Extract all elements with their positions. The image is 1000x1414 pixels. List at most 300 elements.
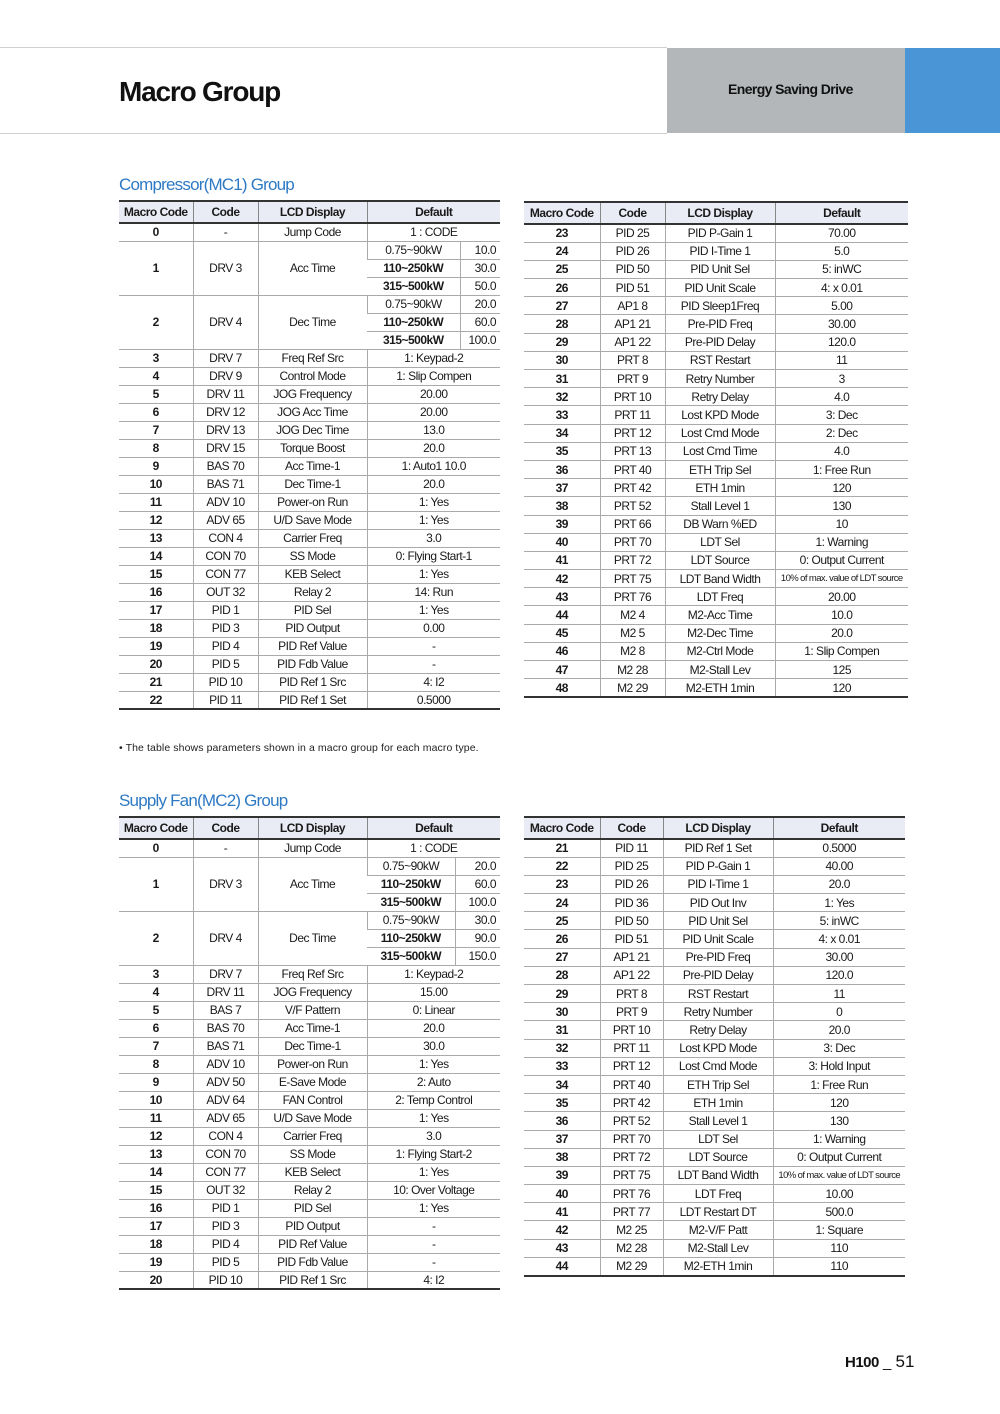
- cell-default: 10.0: [775, 606, 908, 624]
- cell-code: PID 4: [193, 637, 258, 655]
- accent-block: [905, 48, 1000, 133]
- cell-default: 5: inWC: [775, 260, 908, 278]
- cell-default: 5.00: [775, 297, 908, 315]
- cell-macro-code: 42: [524, 570, 600, 588]
- cell-default: 30.00: [775, 315, 908, 333]
- cell-macro-code: 4: [119, 983, 193, 1001]
- cell-code: PRT 76: [600, 588, 665, 606]
- cell-default: 20.0: [773, 875, 905, 893]
- cell-code: PRT 42: [600, 479, 665, 497]
- cell-default-value: 10.0: [460, 241, 500, 259]
- cell-lcd-display: Relay 2: [258, 1181, 367, 1199]
- cell-lcd-display: PID Unit Scale: [663, 930, 773, 948]
- cell-default: 3: Dec: [775, 406, 908, 424]
- cell-lcd-display: PID Ref 1 Set: [663, 839, 773, 857]
- cell-default: 5.0: [775, 242, 908, 260]
- table-row: [524, 894, 905, 912]
- cell-capacity-range: 315~500kW: [367, 277, 460, 295]
- cell-lcd-display: LDT Sel: [665, 533, 775, 551]
- table-row: [119, 1145, 500, 1163]
- cell-default: 10.00: [773, 1185, 905, 1203]
- cell-code: PRT 11: [600, 1039, 663, 1057]
- cell-code: ADV 10: [193, 493, 258, 511]
- header-macro-code: Macro Code: [524, 202, 600, 224]
- cell-default: 3.0: [367, 1127, 500, 1145]
- table-row: [524, 930, 905, 948]
- cell-macro-code: 29: [524, 985, 600, 1003]
- cell-code: PID 10: [193, 1271, 258, 1289]
- cell-code: PRT 40: [600, 1075, 663, 1093]
- table-row: [524, 966, 905, 984]
- header-macro-code: Macro Code: [524, 817, 600, 839]
- cell-lcd-display: Dec Time: [258, 911, 367, 965]
- cell-lcd-display: Acc Time-1: [258, 457, 367, 475]
- cell-macro-code: 14: [119, 1163, 193, 1181]
- cell-default: 0.5000: [773, 839, 905, 857]
- cell-code: CON 77: [193, 565, 258, 583]
- cell-macro-code: 0: [119, 223, 193, 241]
- mc2-table-right: [524, 816, 905, 1277]
- cell-default-value: 30.0: [460, 259, 500, 277]
- cell-macro-code: 22: [524, 857, 600, 875]
- table-row: [119, 911, 500, 929]
- cell-macro-code: 27: [524, 948, 600, 966]
- cell-macro-code: 15: [119, 565, 193, 583]
- cell-code: PID 11: [193, 691, 258, 709]
- cell-macro-code: 1: [119, 241, 193, 295]
- cell-lcd-display: PID Sel: [258, 1199, 367, 1217]
- cell-code: PRT 70: [600, 1130, 663, 1148]
- section-title-mc1: Compressor(MC1) Group: [119, 175, 294, 194]
- cell-default: 1: Free Run: [775, 460, 908, 478]
- cell-lcd-display: PID Fdb Value: [258, 655, 367, 673]
- header-bottom-rule: [0, 133, 667, 134]
- cell-lcd-display: Acc Time: [258, 857, 367, 911]
- cell-default: 1: Square: [773, 1221, 905, 1239]
- table-row: [119, 1073, 500, 1091]
- table-row: [524, 1257, 905, 1275]
- cell-default: 0: Flying Start-1: [367, 547, 500, 565]
- cell-code: PID 26: [600, 875, 663, 893]
- cell-default: 20.00: [775, 588, 908, 606]
- table-row: [524, 515, 908, 533]
- cell-macro-code: 48: [524, 679, 600, 697]
- cell-default: 120: [775, 679, 908, 697]
- table-row: [119, 547, 500, 565]
- cell-code: -: [193, 223, 258, 241]
- cell-default-value: 100.0: [455, 893, 500, 911]
- cell-macro-code: 9: [119, 457, 193, 475]
- cell-macro-code: 32: [524, 1039, 600, 1057]
- cell-default: 1: Warning: [773, 1130, 905, 1148]
- cell-default: 130: [773, 1112, 905, 1130]
- cell-macro-code: 29: [524, 333, 600, 351]
- cell-macro-code: 33: [524, 1057, 600, 1075]
- cell-default: 10% of max. value of LDT source: [775, 570, 908, 588]
- table-row: [119, 457, 500, 475]
- cell-default: 0: [773, 1003, 905, 1021]
- cell-code: DRV 3: [193, 857, 258, 911]
- cell-lcd-display: Stall Level 1: [665, 497, 775, 515]
- cell-default: 2: Auto: [367, 1073, 500, 1091]
- cell-lcd-display: PID Output: [258, 1217, 367, 1235]
- cell-default: 1: Yes: [367, 565, 500, 583]
- cell-default: 1: Flying Start-2: [367, 1145, 500, 1163]
- cell-code: CON 77: [193, 1163, 258, 1181]
- cell-macro-code: 16: [119, 1199, 193, 1217]
- table-row: [524, 1166, 905, 1184]
- mc1-table-right: [524, 201, 908, 698]
- cell-default: 10% of max. value of LDT source: [773, 1166, 905, 1184]
- cell-code: DRV 4: [193, 911, 258, 965]
- cell-code: PRT 75: [600, 570, 665, 588]
- cell-default: 1: Yes: [367, 511, 500, 529]
- cell-default: 2: Temp Control: [367, 1091, 500, 1109]
- cell-macro-code: 7: [119, 1037, 193, 1055]
- table-row: [524, 948, 905, 966]
- cell-lcd-display: Dec Time-1: [258, 1037, 367, 1055]
- cell-lcd-display: ETH 1min: [665, 479, 775, 497]
- table-row: [524, 1148, 905, 1166]
- cell-lcd-display: Carrier Freq: [258, 1127, 367, 1145]
- header-macro-code: Macro Code: [119, 817, 193, 839]
- cell-macro-code: 10: [119, 1091, 193, 1109]
- cell-macro-code: 46: [524, 642, 600, 660]
- table-row: [119, 1181, 500, 1199]
- table-row: [524, 315, 908, 333]
- cell-lcd-display: PID Ref 1 Src: [258, 673, 367, 691]
- table-row: [119, 1109, 500, 1127]
- cell-macro-code: 12: [119, 1127, 193, 1145]
- header-code: Code: [193, 817, 258, 839]
- cell-lcd-display: PID I-Time 1: [665, 242, 775, 260]
- cell-lcd-display: LDT Band Width: [663, 1166, 773, 1184]
- cell-code: BAS 71: [193, 475, 258, 493]
- cell-code: PID 36: [600, 894, 663, 912]
- cell-macro-code: 43: [524, 588, 600, 606]
- table-row: [524, 1112, 905, 1130]
- cell-code: AP1 8: [600, 297, 665, 315]
- cell-macro-code: 4: [119, 367, 193, 385]
- table-row: [119, 1019, 500, 1037]
- cell-code: PID 51: [600, 930, 663, 948]
- cell-lcd-display: JOG Dec Time: [258, 421, 367, 439]
- table-row: [524, 839, 905, 857]
- table-row: [524, 624, 908, 642]
- cell-code: DRV 11: [193, 385, 258, 403]
- cell-default: 14: Run: [367, 583, 500, 601]
- cell-lcd-display: M2-Stall Lev: [663, 1239, 773, 1257]
- cell-code: PRT 9: [600, 1003, 663, 1021]
- cell-default: 0.00: [367, 619, 500, 637]
- cell-lcd-display: Lost KPD Mode: [665, 406, 775, 424]
- cell-macro-code: 23: [524, 224, 600, 242]
- cell-code: DRV 11: [193, 983, 258, 1001]
- cell-macro-code: 22: [119, 691, 193, 709]
- cell-default: 11: [775, 351, 908, 369]
- cell-lcd-display: M2-ETH 1min: [665, 679, 775, 697]
- cell-macro-code: 2: [119, 295, 193, 349]
- table-row: [119, 983, 500, 1001]
- cell-code: PRT 72: [600, 551, 665, 569]
- cell-macro-code: 37: [524, 1130, 600, 1148]
- section-title-mc2: Supply Fan(MC2) Group: [119, 791, 288, 810]
- cell-code: PID 25: [600, 857, 663, 875]
- cell-code: PID 50: [600, 912, 663, 930]
- cell-default-value: 20.0: [455, 857, 500, 875]
- cell-default: 4.0: [775, 442, 908, 460]
- table-row: [524, 370, 908, 388]
- cell-code: PID 3: [193, 1217, 258, 1235]
- cell-default: 1 : CODE: [367, 223, 500, 241]
- cell-lcd-display: Retry Delay: [663, 1021, 773, 1039]
- cell-lcd-display: Dec Time: [258, 295, 367, 349]
- cell-default: -: [367, 655, 500, 673]
- cell-macro-code: 30: [524, 1003, 600, 1021]
- cell-code: M2 8: [600, 642, 665, 660]
- cell-macro-code: 18: [119, 619, 193, 637]
- table-row: [524, 424, 908, 442]
- cell-lcd-display: ETH Trip Sel: [663, 1075, 773, 1093]
- cell-code: ADV 50: [193, 1073, 258, 1091]
- cell-macro-code: 26: [524, 930, 600, 948]
- table-row: [119, 1253, 500, 1271]
- cell-macro-code: 13: [119, 1145, 193, 1163]
- cell-macro-code: 7: [119, 421, 193, 439]
- cell-lcd-display: Jump Code: [258, 223, 367, 241]
- cell-macro-code: 5: [119, 385, 193, 403]
- table-header-row: [524, 202, 908, 224]
- cell-lcd-display: PID Unit Sel: [663, 912, 773, 930]
- cell-macro-code: 39: [524, 1166, 600, 1184]
- table-row: [119, 529, 500, 547]
- cell-macro-code: 44: [524, 606, 600, 624]
- cell-code: OUT 32: [193, 1181, 258, 1199]
- cell-macro-code: 20: [119, 655, 193, 673]
- cell-lcd-display: KEB Select: [258, 1163, 367, 1181]
- table-row: [119, 421, 500, 439]
- cell-macro-code: 19: [119, 1253, 193, 1271]
- cell-macro-code: 11: [119, 493, 193, 511]
- table-row: [524, 1021, 905, 1039]
- cell-code: PID 5: [193, 1253, 258, 1271]
- table-row: [524, 279, 908, 297]
- cell-default: 3: [775, 370, 908, 388]
- table-row: [524, 1221, 905, 1239]
- page-header: [0, 48, 1000, 133]
- mc2-table-left: [119, 816, 500, 1290]
- cell-macro-code: 38: [524, 497, 600, 515]
- cell-lcd-display: Control Mode: [258, 367, 367, 385]
- table-row: [119, 1055, 500, 1073]
- table-row: [524, 242, 908, 260]
- cell-code: PRT 8: [600, 985, 663, 1003]
- cell-macro-code: 28: [524, 315, 600, 333]
- table-row: [524, 857, 905, 875]
- product-banner: [667, 48, 905, 133]
- cell-default: 5: inWC: [773, 912, 905, 930]
- cell-macro-code: 34: [524, 1075, 600, 1093]
- cell-default: 20.0: [367, 475, 500, 493]
- cell-code: PID 51: [600, 279, 665, 297]
- header-macro-code: Macro Code: [119, 201, 193, 223]
- cell-code: M2 29: [600, 1257, 663, 1275]
- cell-capacity-range: 315~500kW: [367, 947, 455, 965]
- cell-macro-code: 0: [119, 839, 193, 857]
- cell-lcd-display: ETH 1min: [663, 1094, 773, 1112]
- cell-default: 10: Over Voltage: [367, 1181, 500, 1199]
- cell-code: DRV 13: [193, 421, 258, 439]
- table-row: [524, 260, 908, 278]
- table-row: [119, 1163, 500, 1181]
- cell-macro-code: 28: [524, 966, 600, 984]
- cell-default: -: [367, 1217, 500, 1235]
- cell-lcd-display: M2-ETH 1min: [663, 1257, 773, 1275]
- cell-default: 0: Output Current: [775, 551, 908, 569]
- cell-macro-code: 35: [524, 1094, 600, 1112]
- cell-lcd-display: Pre-PID Freq: [663, 948, 773, 966]
- cell-default: 3.0: [367, 529, 500, 547]
- cell-code: DRV 4: [193, 295, 258, 349]
- table-row: [119, 385, 500, 403]
- page-number: 51: [895, 1352, 915, 1371]
- cell-lcd-display: PID P-Gain 1: [663, 857, 773, 875]
- header-code: Code: [600, 202, 665, 224]
- table-row: [524, 1130, 905, 1148]
- cell-capacity-range: 110~250kW: [367, 259, 460, 277]
- cell-macro-code: 3: [119, 349, 193, 367]
- cell-macro-code: 42: [524, 1221, 600, 1239]
- cell-lcd-display: DB Warn %ED: [665, 515, 775, 533]
- cell-macro-code: 6: [119, 1019, 193, 1037]
- cell-macro-code: 36: [524, 1112, 600, 1130]
- cell-code: DRV 7: [193, 349, 258, 367]
- table-row: [119, 601, 500, 619]
- cell-lcd-display: Power-on Run: [258, 493, 367, 511]
- table-row: [119, 583, 500, 601]
- cell-lcd-display: Freq Ref Src: [258, 349, 367, 367]
- cell-capacity-range: 110~250kW: [367, 875, 455, 893]
- cell-code: DRV 15: [193, 439, 258, 457]
- table-row: [119, 839, 500, 857]
- cell-code: PRT 52: [600, 497, 665, 515]
- table-note: • The table shows parameters shown in a macro group for each macro type.: [119, 742, 479, 754]
- cell-default: 1: Yes: [367, 601, 500, 619]
- cell-lcd-display: LDT Restart DT: [663, 1203, 773, 1221]
- cell-capacity-range: 0.75~90kW: [367, 241, 460, 259]
- cell-code: AP1 22: [600, 333, 665, 351]
- cell-macro-code: 15: [119, 1181, 193, 1199]
- cell-lcd-display: Power-on Run: [258, 1055, 367, 1073]
- cell-macro-code: 30: [524, 351, 600, 369]
- cell-default-value: 20.0: [460, 295, 500, 313]
- cell-default: 1 : CODE: [367, 839, 500, 857]
- table-row: [119, 965, 500, 983]
- cell-default: 130: [775, 497, 908, 515]
- cell-lcd-display: Retry Delay: [665, 388, 775, 406]
- cell-code: CON 70: [193, 1145, 258, 1163]
- cell-code: BAS 70: [193, 1019, 258, 1037]
- cell-macro-code: 5: [119, 1001, 193, 1019]
- cell-capacity-range: 0.75~90kW: [367, 295, 460, 313]
- cell-lcd-display: M2-Dec Time: [665, 624, 775, 642]
- table-row: [119, 655, 500, 673]
- cell-lcd-display: ETH Trip Sel: [665, 460, 775, 478]
- cell-macro-code: 8: [119, 1055, 193, 1073]
- cell-code: PRT 10: [600, 1021, 663, 1039]
- cell-code: PRT 70: [600, 533, 665, 551]
- table-header-row: [119, 201, 500, 223]
- cell-code: DRV 3: [193, 241, 258, 295]
- cell-lcd-display: Jump Code: [258, 839, 367, 857]
- cell-default: 1: Yes: [367, 1055, 500, 1073]
- cell-default: 11: [773, 985, 905, 1003]
- cell-code: PRT 66: [600, 515, 665, 533]
- cell-code: BAS 71: [193, 1037, 258, 1055]
- table-header-row: [119, 817, 500, 839]
- cell-code: PRT 12: [600, 424, 665, 442]
- cell-default: 1: Keypad-2: [367, 349, 500, 367]
- cell-macro-code: 39: [524, 515, 600, 533]
- cell-code: PID 11: [600, 839, 663, 857]
- cell-default: 70.00: [775, 224, 908, 242]
- cell-default: 1: Keypad-2: [367, 965, 500, 983]
- cell-lcd-display: SS Mode: [258, 1145, 367, 1163]
- cell-code: PRT 75: [600, 1166, 663, 1184]
- cell-macro-code: 19: [119, 637, 193, 655]
- table-row: [524, 570, 908, 588]
- table-row: [524, 406, 908, 424]
- cell-macro-code: 36: [524, 460, 600, 478]
- cell-code: DRV 7: [193, 965, 258, 983]
- cell-default: 4: x 0.01: [775, 279, 908, 297]
- cell-code: CON 70: [193, 547, 258, 565]
- cell-lcd-display: Lost KPD Mode: [663, 1039, 773, 1057]
- table-row: [119, 439, 500, 457]
- cell-capacity-range: 0.75~90kW: [367, 911, 455, 929]
- cell-macro-code: 32: [524, 388, 600, 406]
- cell-default: 20.0: [773, 1021, 905, 1039]
- cell-lcd-display: Pre-PID Freq: [665, 315, 775, 333]
- header-default: Default: [773, 817, 905, 839]
- table-row: [119, 403, 500, 421]
- cell-capacity-range: 315~500kW: [367, 331, 460, 349]
- header-lcd-display: LCD Display: [258, 817, 367, 839]
- table-row: [524, 497, 908, 515]
- cell-lcd-display: JOG Frequency: [258, 983, 367, 1001]
- cell-lcd-display: Pre-PID Delay: [663, 966, 773, 984]
- cell-lcd-display: JOG Acc Time: [258, 403, 367, 421]
- cell-lcd-display: Acc Time: [258, 241, 367, 295]
- table-header-row: [524, 817, 905, 839]
- table-row: [119, 1271, 500, 1289]
- table-row: [119, 565, 500, 583]
- cell-default: 125: [775, 661, 908, 679]
- table-row: [119, 1199, 500, 1217]
- cell-macro-code: 40: [524, 1185, 600, 1203]
- cell-default: 20.00: [367, 403, 500, 421]
- cell-lcd-display: RST Restart: [665, 351, 775, 369]
- table-row: [524, 442, 908, 460]
- cell-lcd-display: Dec Time-1: [258, 475, 367, 493]
- cell-default: 500.0: [773, 1203, 905, 1221]
- header-code: Code: [600, 817, 663, 839]
- table-row: [119, 475, 500, 493]
- cell-macro-code: 8: [119, 439, 193, 457]
- cell-macro-code: 21: [524, 839, 600, 857]
- footer-model: H100: [845, 1354, 879, 1371]
- table-row: [119, 1235, 500, 1253]
